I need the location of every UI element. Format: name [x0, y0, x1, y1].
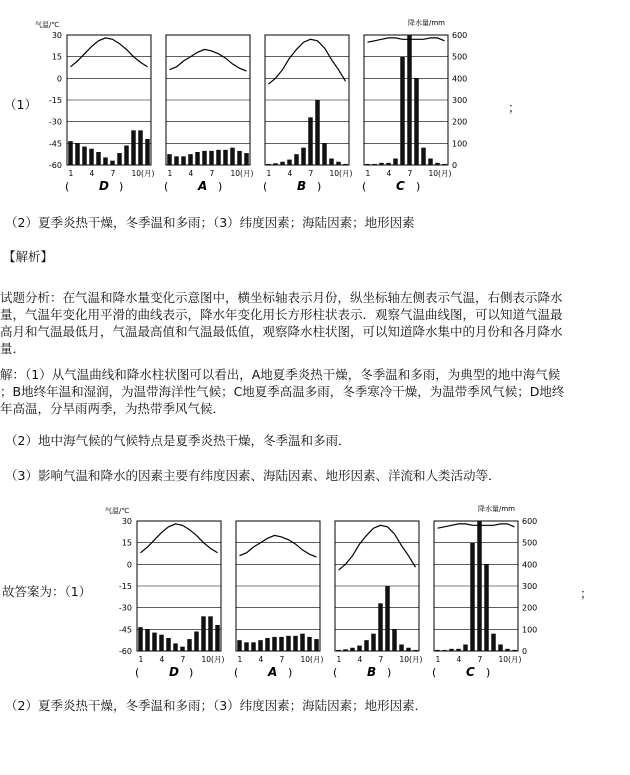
temp-tick-label: 15 — [121, 538, 132, 548]
month-tick-label: 7 — [110, 169, 116, 178]
solution-line-2: ；B地终年温和湿润，为温带海洋性气候；C地夏季高温多雨，冬季寒冷干燥，为温带季风气候；D地终 — [0, 384, 565, 399]
precip-bar — [187, 639, 191, 651]
precip-bar — [350, 648, 354, 651]
paren-right: ) — [416, 180, 421, 193]
precip-bar — [209, 151, 213, 165]
month-tick-label: 10(月) — [201, 655, 225, 664]
panel-label: C — [396, 179, 405, 193]
precip-tick-label: 600 — [452, 31, 468, 40]
month-tick-label: 4 — [456, 655, 462, 664]
temp-curve — [339, 525, 416, 570]
point-2: （2）地中海气候的气候特点是夏季炎热干燥，冬季温和多雨． — [5, 433, 351, 448]
precip-bar — [435, 163, 439, 165]
paren-left: ( — [432, 666, 437, 679]
paren-left: ( — [263, 180, 268, 193]
precip-tick-label: 200 — [522, 603, 538, 613]
temp-axis-label: 气温/℃ — [105, 507, 130, 515]
month-tick-label: 1 — [336, 655, 342, 664]
precip-bar — [96, 152, 100, 165]
month-tick-label: 10(月) — [498, 655, 522, 664]
q1-suffix: ； — [508, 100, 521, 115]
month-tick-label: 10(月) — [329, 169, 353, 178]
precip-bar — [181, 156, 185, 165]
precip-bar — [138, 130, 142, 165]
precip-bar — [145, 629, 149, 651]
temp-tick-label: -60 — [48, 161, 62, 170]
paren-left: ( — [135, 666, 140, 679]
precip-bar — [167, 154, 171, 165]
panel-label: A — [198, 179, 208, 193]
precip-bar — [188, 154, 192, 165]
precip-bar — [117, 153, 121, 165]
climate-panel-C — [362, 35, 451, 193]
temp-curve — [240, 535, 317, 557]
precip-bar — [103, 157, 107, 165]
precip-bar — [237, 640, 241, 651]
precip-bar — [385, 586, 389, 651]
precip-bar — [421, 148, 425, 165]
precip-bar — [166, 638, 170, 651]
climate-panel-D — [135, 521, 224, 679]
panel-label: D — [99, 179, 109, 193]
temp-curve — [368, 38, 445, 42]
precip-bar — [293, 636, 297, 651]
precip-bar — [505, 649, 509, 651]
precip-bar — [456, 649, 460, 651]
temp-tick-label: -15 — [48, 96, 62, 105]
month-tick-label: 1 — [167, 169, 173, 178]
analysis-line-3: 高月和气温最低月，气温最高值和气温最低值，观察降水柱状图，可以知道降水集中的月份和各月降水 — [0, 324, 563, 339]
panel-label: B — [367, 665, 377, 679]
precip-bar — [343, 649, 347, 651]
precip-bar — [89, 149, 93, 165]
precip-bar — [68, 141, 72, 165]
precip-bar — [491, 634, 495, 651]
month-tick-label: 1 — [266, 169, 272, 178]
precip-bar — [215, 625, 219, 651]
precip-bar — [159, 635, 163, 651]
paren-right: ) — [387, 666, 392, 679]
precip-bar — [336, 650, 340, 651]
temp-curve — [170, 49, 247, 71]
precip-bar — [393, 159, 397, 166]
precip-bar — [357, 646, 361, 651]
month-tick-label: 1 — [365, 169, 371, 178]
precip-bar — [442, 164, 446, 165]
precip-bar — [364, 640, 368, 651]
climate-chart-bottom — [103, 503, 553, 683]
precip-bar — [237, 151, 241, 165]
precip-bar — [230, 148, 234, 165]
precip-bar — [300, 634, 304, 651]
temp-curve — [71, 38, 148, 67]
paren-left: ( — [362, 180, 367, 193]
temp-tick-label: -30 — [48, 117, 62, 127]
precip-bar — [386, 163, 390, 165]
precip-bar — [266, 164, 270, 165]
precip-bar — [372, 164, 376, 165]
month-tick-label: 1 — [138, 655, 144, 664]
precip-bar — [202, 151, 206, 165]
precip-bar — [477, 521, 481, 651]
precip-bar — [484, 564, 488, 651]
month-tick-label: 4 — [258, 655, 264, 664]
precip-bar — [216, 150, 220, 165]
temp-tick-label: 30 — [121, 517, 132, 526]
climate-panel-B — [333, 521, 422, 679]
precip-tick-label: 500 — [522, 538, 538, 548]
month-tick-label: 4 — [89, 169, 95, 178]
climate-panel-A — [164, 35, 253, 193]
precip-tick-label: 200 — [452, 117, 468, 127]
month-tick-label: 4 — [386, 169, 392, 178]
precip-bar — [173, 643, 177, 651]
precip-bar — [145, 139, 149, 165]
precip-bar — [273, 163, 277, 165]
precip-bar — [272, 637, 276, 651]
precip-bar — [428, 159, 432, 166]
precip-bar — [392, 629, 396, 651]
point-3: （3）影响气温和降水的因素主要有纬度因素、海陆因素、地形因素、洋流和人类活动等． — [5, 468, 501, 483]
answer-line-top: （2）夏季炎热干燥，冬季温和多雨；（3）纬度因素；海陆因素；地形因素 — [5, 215, 415, 230]
precip-tick-label: 600 — [522, 517, 538, 526]
precip-tick-label: 100 — [522, 625, 538, 635]
month-tick-label: 10(月) — [131, 169, 155, 178]
paren-right: ) — [119, 180, 124, 193]
month-tick-label: 7 — [180, 655, 186, 664]
temp-tick-label: -30 — [118, 603, 132, 613]
precip-bar — [322, 143, 326, 165]
temp-tick-label: -60 — [118, 647, 132, 656]
paren-left: ( — [65, 180, 70, 193]
precip-bar — [378, 603, 382, 651]
precip-bar — [449, 649, 453, 651]
analysis-line-2: 量，气温年变化用平滑的曲线表示，降水年变化用长方形柱状表示．观察气温曲线图，可以知道气温最 — [0, 307, 563, 322]
precip-bar — [152, 633, 156, 651]
precip-bar — [244, 642, 248, 651]
temp-tick-label: -45 — [118, 625, 132, 635]
month-tick-label: 7 — [279, 655, 285, 664]
precip-bar — [470, 543, 474, 651]
temp-tick-label: -15 — [118, 582, 132, 591]
paren-left: ( — [234, 666, 239, 679]
precip-axis-label: 降水量/mm — [408, 19, 445, 27]
precip-bar — [314, 639, 318, 651]
month-tick-label: 4 — [357, 655, 363, 664]
paren-right: ) — [189, 666, 194, 679]
month-tick-label: 10(月) — [300, 655, 324, 664]
precip-bar — [194, 632, 198, 652]
precip-bar — [195, 152, 199, 165]
precip-bar — [110, 161, 114, 165]
precip-bar — [82, 147, 86, 165]
panel-label: A — [268, 665, 278, 679]
panel-label: C — [466, 665, 475, 679]
precip-bar — [301, 148, 305, 165]
climate-panel-A — [234, 521, 323, 679]
paren-right: ) — [317, 180, 322, 193]
precip-bar — [287, 160, 291, 165]
month-tick-label: 10(月) — [399, 655, 423, 664]
analysis-line-1: 试题分析：在气温和降水量变化示意图中，横坐标轴表示月份，纵坐标轴左侧表示气温，右侧表示降水 — [0, 290, 563, 305]
precip-bar — [512, 650, 516, 651]
precip-bar — [498, 645, 502, 652]
temp-tick-label: 30 — [51, 31, 62, 40]
precip-bar — [131, 130, 135, 165]
precip-bar — [442, 650, 446, 651]
precip-bar — [201, 616, 205, 651]
month-tick-label: 1 — [435, 655, 441, 664]
precip-bar — [208, 616, 212, 651]
temp-curve — [141, 524, 218, 553]
precip-bar — [406, 648, 410, 651]
month-tick-label: 1 — [237, 655, 243, 664]
temp-axis-label: 气温/℃ — [35, 21, 60, 29]
month-tick-label: 4 — [159, 655, 165, 664]
precip-bar — [414, 78, 418, 165]
precip-bar — [223, 150, 227, 165]
precip-tick-label: 300 — [522, 582, 538, 591]
temp-tick-label: 0 — [126, 560, 132, 570]
precip-bar — [244, 153, 248, 165]
month-tick-label: 7 — [378, 655, 384, 664]
precip-bar — [279, 637, 283, 651]
precip-bar — [400, 57, 404, 165]
climate-panel-B — [263, 35, 352, 193]
panel-label: B — [297, 179, 307, 193]
climate-chart-top — [33, 17, 483, 197]
month-tick-label: 7 — [477, 655, 483, 664]
precip-bar — [180, 647, 184, 651]
precip-bar — [407, 35, 411, 165]
panel-label: D — [169, 665, 179, 679]
precip-bar — [265, 638, 269, 651]
q1-prefix: （1） — [4, 97, 37, 112]
precip-bar — [124, 146, 128, 166]
temp-tick-label: 15 — [51, 52, 62, 62]
month-tick-label: 4 — [287, 169, 293, 178]
precip-bar — [435, 650, 439, 651]
precip-tick-label: 0 — [522, 647, 528, 656]
paren-right: ) — [486, 666, 491, 679]
temp-tick-label: 0 — [56, 74, 62, 84]
precip-bar — [463, 645, 467, 652]
precip-bar — [315, 100, 319, 165]
answer-prefix: 故答案为：（1） — [2, 584, 92, 599]
precip-bar — [413, 650, 417, 651]
precip-bar — [371, 634, 375, 651]
solution-line-1: 解：（1）从气温曲线和降水柱状图可以看出，A地夏季炎热干燥，冬季温和多雨，为典型的地中海气候 — [0, 367, 561, 382]
solution-line-3: 年高温，分旱雨两季，为热带季风气候． — [0, 401, 226, 416]
month-tick-label: 7 — [407, 169, 413, 178]
answer-line-bottom: （2）夏季炎热干燥，冬季温和多雨；（3）纬度因素；海陆因素；地形因素． — [5, 698, 428, 713]
precip-tick-label: 400 — [452, 74, 468, 84]
climate-panel-C — [432, 521, 521, 679]
precip-bar — [280, 162, 284, 165]
precip-bar — [258, 640, 262, 651]
precip-tick-label: 0 — [452, 161, 458, 170]
precip-tick-label: 400 — [522, 560, 538, 570]
precip-bar — [329, 159, 333, 166]
answer-suffix: ； — [580, 586, 593, 601]
precip-bar — [138, 627, 142, 651]
paren-left: ( — [164, 180, 169, 193]
month-tick-label: 7 — [308, 169, 314, 178]
analysis-line-4: 量． — [0, 341, 26, 356]
precip-bar — [343, 164, 347, 165]
paren-right: ) — [288, 666, 293, 679]
precip-bar — [308, 117, 312, 165]
precip-bar — [336, 162, 340, 165]
month-tick-label: 4 — [188, 169, 194, 178]
precip-bar — [379, 163, 383, 165]
precip-bar — [75, 143, 79, 165]
precip-bar — [294, 154, 298, 165]
precip-tick-label: 100 — [452, 139, 468, 149]
temp-curve — [269, 39, 346, 84]
temp-tick-label: -45 — [48, 139, 62, 149]
precip-bar — [251, 642, 255, 651]
jiexi-label: 【解析】 — [3, 249, 54, 264]
precip-tick-label: 500 — [452, 52, 468, 62]
precip-axis-label: 降水量/mm — [478, 505, 515, 513]
climate-panel-D — [65, 35, 154, 193]
precip-bar — [174, 156, 178, 165]
paren-right: ) — [218, 180, 223, 193]
paren-left: ( — [333, 666, 338, 679]
precip-tick-label: 300 — [452, 96, 468, 105]
precip-bar — [307, 637, 311, 651]
month-tick-label: 10(月) — [230, 169, 254, 178]
month-tick-label: 7 — [209, 169, 215, 178]
precip-bar — [399, 645, 403, 652]
precip-bar — [286, 636, 290, 651]
precip-bar — [365, 164, 369, 165]
month-tick-label: 10(月) — [428, 169, 452, 178]
temp-curve — [438, 524, 515, 528]
month-tick-label: 1 — [68, 169, 74, 178]
